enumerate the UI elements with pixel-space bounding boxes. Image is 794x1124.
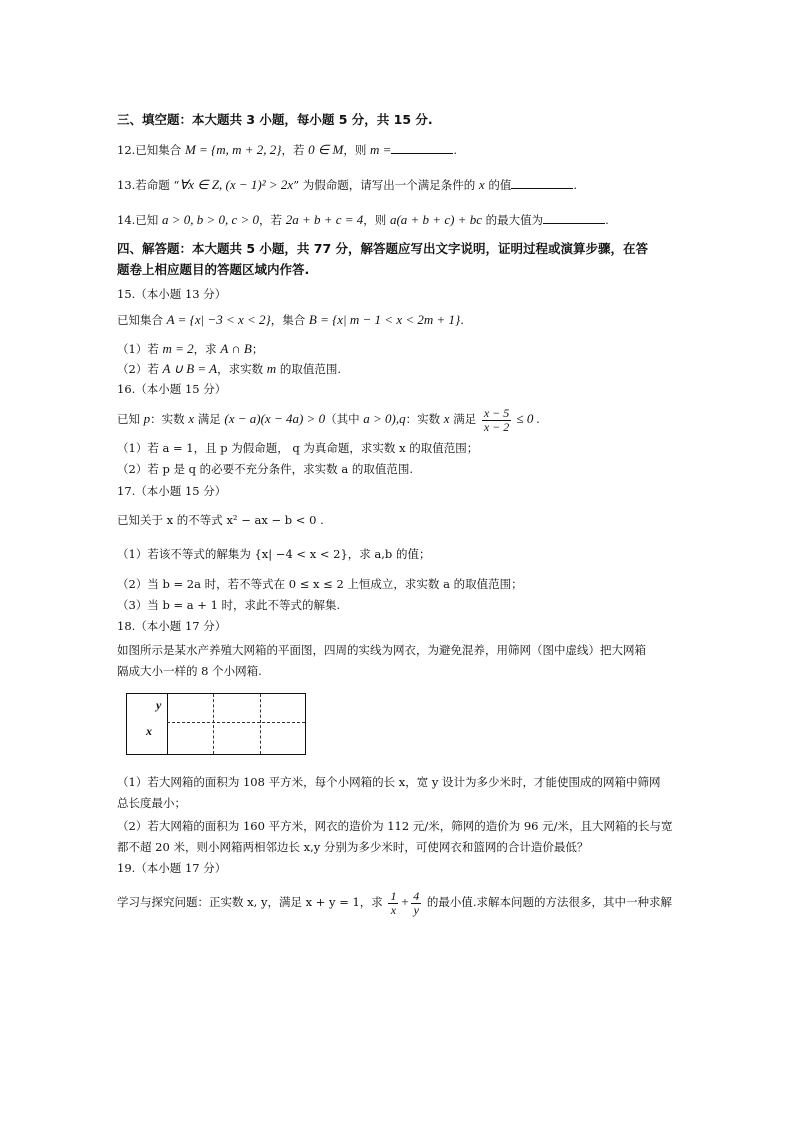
label-x: x <box>146 724 152 738</box>
dashed-divider-horizontal <box>167 722 305 723</box>
question-17-header: 17.（本小题 15 分） <box>117 484 227 498</box>
answer-blank <box>543 211 605 224</box>
question-17-part-3: （3）当 b = a + 1 时，求此不等式的解集. <box>117 598 341 612</box>
fraction: $\frac{x - 5}{x - 2}$ <box>483 405 510 434</box>
label-y: y <box>156 698 162 712</box>
fraction: $\frac{1}{x}$ <box>390 888 397 917</box>
question-19-stem: 学习与探究问题：正实数 x, y，满足 x + y = 1，求 $\frac{1}{x}$ + $\frac{4}{y}$ 的最小值.求解本问题的方法很多，其中一种求解 <box>117 888 673 917</box>
question-18-stem-line1: 如图所示是某水产养殖大网箱的平面图，四周的实线为网衣，为避免混养，用筛网（图中虚线）把大网箱 <box>117 643 646 657</box>
solid-divider <box>167 694 168 754</box>
dashed-divider-vertical <box>213 694 214 754</box>
question-18-stem-line2: 隔成大小一样的 8 个小网箱. <box>117 664 262 678</box>
section-3-title: 三、填空题：本大题共 3 小题，每小题 5 分，共 15 分. <box>117 112 433 127</box>
question-12: 12.已知集合 M = {m, m + 2, 2}，若 0 ∈ M，则 m = . <box>117 142 458 157</box>
question-16-header: 16.（本小题 15 分） <box>117 382 227 396</box>
question-18-part-2-line2: 都不超 20 米，则小网箱两相邻边长 x,y 分别为多少米时，可使网衣和篮网的合计造价最低？ <box>117 840 589 854</box>
question-18-part-1-line1: （1）若大网箱的面积为 108 平方米，每个小网箱的长 x，宽 y 设计为多少米时，才能使围成的网箱中筛网 <box>117 775 661 789</box>
question-16-stem: 已知 p：实数 x 满足 (x − a)(x − 4a) > 0（其中 a > 0),q：实数 x 满足 $\frac{x - 5}{x - 2}$ ≤ 0 . <box>117 405 540 434</box>
question-16-part-2: （2）若 p 是 q 的必要不充分条件，求实数 a 的取值范围. <box>117 462 413 476</box>
question-18-part-2-line1: （2）若大网箱的面积为 160 平方米，网衣的造价为 112 元/米，筛网的造价为 96 元/米，且大网箱的长与宽 <box>117 819 673 833</box>
question-17-part-2: （2）当 b = 2a 时，若不等式在 0 ≤ x ≤ 2 上恒成立，求实数 a 的取值范围； <box>117 577 523 591</box>
question-18-header: 18.（本小题 17 分） <box>117 619 227 633</box>
question-13: 13.若命题 “∀x ∈ Z, (x − 1)² > 2x” 为假命题，请写出一个满足条件的 x 的值 . <box>117 177 577 192</box>
question-17-part-1: （1）若该不等式的解集为 {x| −4 < x < 2}，求 a,b 的值； <box>117 547 431 561</box>
net-cage-diagram <box>126 693 306 755</box>
answer-blank <box>511 176 573 189</box>
section-4-title-line1: 四、解答题：本大题共 5 小题，共 77 分，解答题应写出文字说明，证明过程或演算步骤，在答 <box>117 241 649 256</box>
question-15-part-2: （2）若 A ∪ B = A，求实数 m 的取值范围. <box>117 361 341 376</box>
question-15-part-1: （1）若 m = 2，求 A ∩ B； <box>117 341 264 356</box>
dashed-divider-vertical <box>260 694 261 754</box>
answer-blank <box>391 141 453 154</box>
question-17-stem: 已知关于 x 的不等式 x² − ax − b < 0 . <box>117 513 324 527</box>
question-15-header: 15.（本小题 13 分） <box>117 287 227 301</box>
question-19-header: 19.（本小题 17 分） <box>117 861 227 875</box>
section-4-title-line2: 题卷上相应题目的答题区域内作答. <box>117 262 310 277</box>
question-18-part-1-line2: 总长度最小； <box>117 796 186 810</box>
question-15-stem: 已知集合 A = {x| −3 < x < 2}，集合 B = {x| m − 1 < x < 2m + 1}. <box>117 312 464 327</box>
fraction: $\frac{4}{y}$ <box>413 888 420 917</box>
question-16-part-1: （1）若 a = 1，且 p 为假命题， q 为真命题，求实数 x 的取值范围； <box>117 441 479 455</box>
question-14: 14.已知 a > 0, b > 0, c > 0，若 2a + b + c = 4，则 a(a + b + c) + bc 的最大值为 . <box>117 212 609 227</box>
